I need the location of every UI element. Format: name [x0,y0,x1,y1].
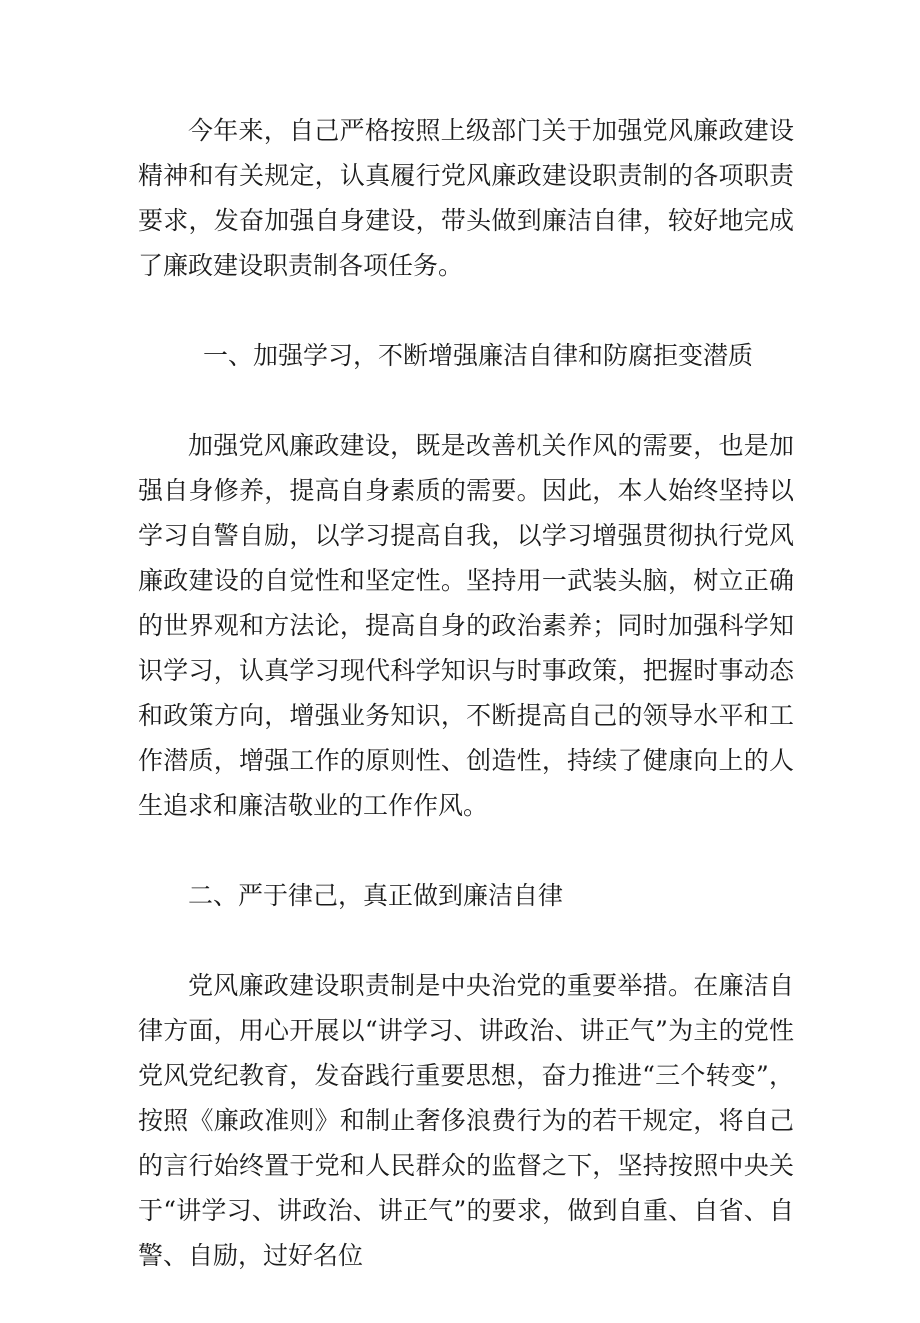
section-body-2: 党风廉政建设职责制是中央治党的重要举措。在廉洁自律方面，用心开展以“讲学习、讲政治、讲正气”为主的党性党风党纪教育，发奋践行重要思想，奋力推进“三个转变”，按照《廉政准则》和制止奢侈浪费行为的若干规定，将自己的言行始终置于党和人民群众的监督之下，坚持按照中央关于“讲学习、讲政治、讲正气”的要求，做到自重、自省、自警、自励，过好名位 [138,971,794,1270]
section-body-1: 加强党风廉政建设，既是改善机关作风的需要，也是加强自身修养，提高自身素质的需要。因此，本人始终坚持以学习自警自励，以学习提高自我，以学习增强贯彻执行党风廉政建设的自觉性和坚定性。坚持用一武装头脑，树立正确的世界观和方法论，提高自身的政治素养；同时加强科学知识学习，认真学习现代科学知识与时事政策，把握时事动态和政策方向，增强业务知识，不断提高自己的领导水平和工作潜质，增强工作的原则性、创造性，持续了健康向上的人生追求和廉洁敬业的工作作风。 [138,431,794,820]
section-heading-1: 一、加强学习，不断增强廉洁自律和防腐拒变潜质 [203,341,754,370]
document-body [138,108,794,1323]
intro-paragraph: 今年来，自己严格按照上级部门关于加强党风廉政建设精神和有关规定，认真履行党风廉政建设职责制的各项职责要求，发奋加强自身建设，带头做到廉洁自律，较好地完成了廉政建设职责制各项任务。 [138,116,794,280]
section-heading-2: 二、严于律己，真正做到廉洁自律 [188,881,564,910]
